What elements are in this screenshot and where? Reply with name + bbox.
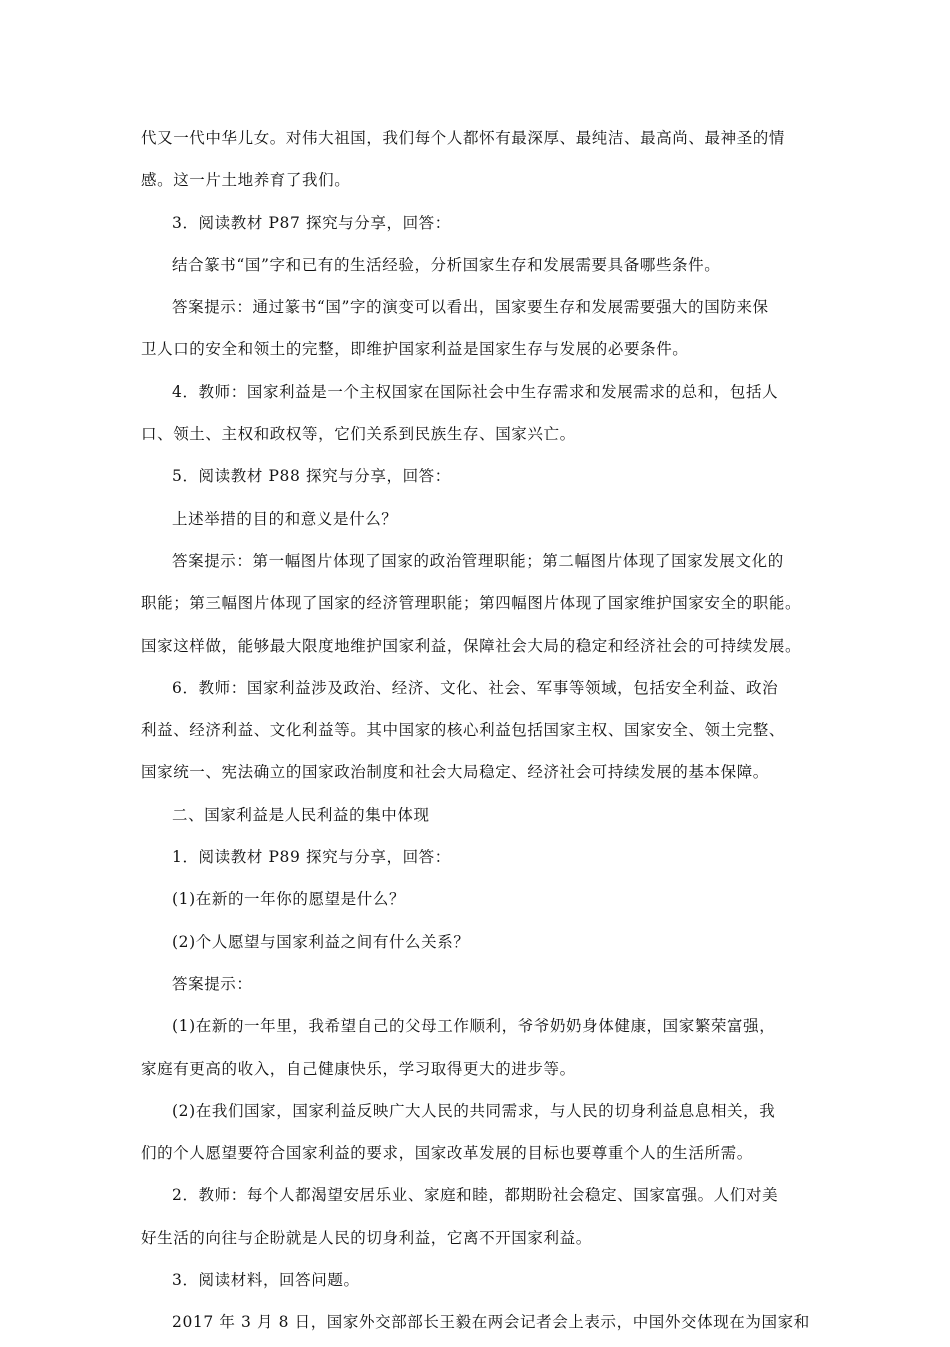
answer-text: (2)在我们国家，国家利益反映广大人民的共同需求，与人民的切身利益息息相关，我 bbox=[172, 1101, 776, 1120]
text-line: 好生活的向往与企盼就是人民的切身利益，它离不开国家利益。 bbox=[141, 1228, 592, 1247]
teacher-note: 2．教师：每个人都渴望安居乐业、家庭和睦，都期盼社会稳定、国家富强。人们对美 bbox=[172, 1186, 779, 1205]
question-heading: 5．阅读教材 P88 探究与分享，回答： bbox=[172, 467, 451, 486]
material-text: 2017 年 3 月 8 日，国家外交部部长王毅在两会记者会上表示，中国外交体现在为国家和 bbox=[172, 1313, 810, 1332]
document-body bbox=[141, 120, 821, 1347]
text-line: 职能；第三幅图片体现了国家的经济管理职能；第四幅图片体现了国家维护国家安全的职能。 bbox=[141, 594, 802, 613]
text-line: 卫人口的安全和领土的完整，即维护国家利益是国家生存与发展的必要条件。 bbox=[141, 340, 689, 359]
question-text: (2)个人愿望与国家利益之间有什么关系？ bbox=[172, 932, 470, 951]
question-heading: 3．阅读教材 P87 探究与分享，回答： bbox=[172, 213, 451, 232]
question-heading: 3．阅读材料，回答问题。 bbox=[172, 1271, 360, 1290]
answer-hint: 答案提示： bbox=[172, 974, 253, 993]
answer-hint: 答案提示：第一幅图片体现了国家的政治管理职能；第二幅图片体现了国家发展文化的 bbox=[172, 551, 784, 570]
question-text: 结合篆书“国”字和已有的生活经验，分析国家生存和发展需要具备哪些条件。 bbox=[172, 255, 721, 274]
text-line: 国家统一、宪法确立的国家政治制度和社会大局稳定、经济社会可持续发展的基本保障。 bbox=[141, 763, 769, 782]
text-line: 利益、经济利益、文化利益等。其中国家的核心利益包括国家主权、国家安全、领土完整、 bbox=[141, 721, 786, 740]
text-line: 口、领土、主权和政权等，它们关系到民族生存、国家兴亡。 bbox=[141, 425, 576, 444]
question-heading: 1．阅读教材 P89 探究与分享，回答： bbox=[172, 848, 451, 867]
answer-hint: 答案提示：通过篆书“国”字的演变可以看出，国家要生存和发展需要强大的国防来保 bbox=[172, 298, 769, 317]
teacher-note: 4．教师：国家利益是一个主权国家在国际社会中生存需求和发展需求的总和，包括人 bbox=[172, 382, 779, 401]
text-line: 代又一代中华儿女。对伟大祖国，我们每个人都怀有最深厚、最纯洁、最高尚、最神圣的情 bbox=[141, 129, 786, 147]
text-line: 国家这样做，能够最大限度地维护国家利益，保障社会大局的稳定和经济社会的可持续发展。 bbox=[141, 636, 802, 655]
text-line: 感。这一片土地养育了我们。 bbox=[141, 171, 351, 190]
question-text: (1)在新的一年你的愿望是什么？ bbox=[172, 890, 406, 909]
teacher-note: 6．教师：国家利益涉及政治、经济、文化、社会、军事等领域，包括安全利益、政治 bbox=[172, 678, 779, 697]
question-text: 上述举措的目的和意义是什么？ bbox=[172, 509, 398, 528]
answer-text: (1)在新的一年里，我希望自己的父母工作顺利，爷爷奶奶身体健康，国家繁荣富强， bbox=[172, 1017, 776, 1036]
text-line: 家庭有更高的收入，自己健康快乐，学习取得更大的进步等。 bbox=[141, 1059, 576, 1078]
text-line: 们的个人愿望要符合国家利益的要求，国家改革发展的目标也要尊重个人的生活所需。 bbox=[141, 1144, 753, 1163]
section-heading: 二、国家利益是人民利益的集中体现 bbox=[172, 805, 430, 824]
